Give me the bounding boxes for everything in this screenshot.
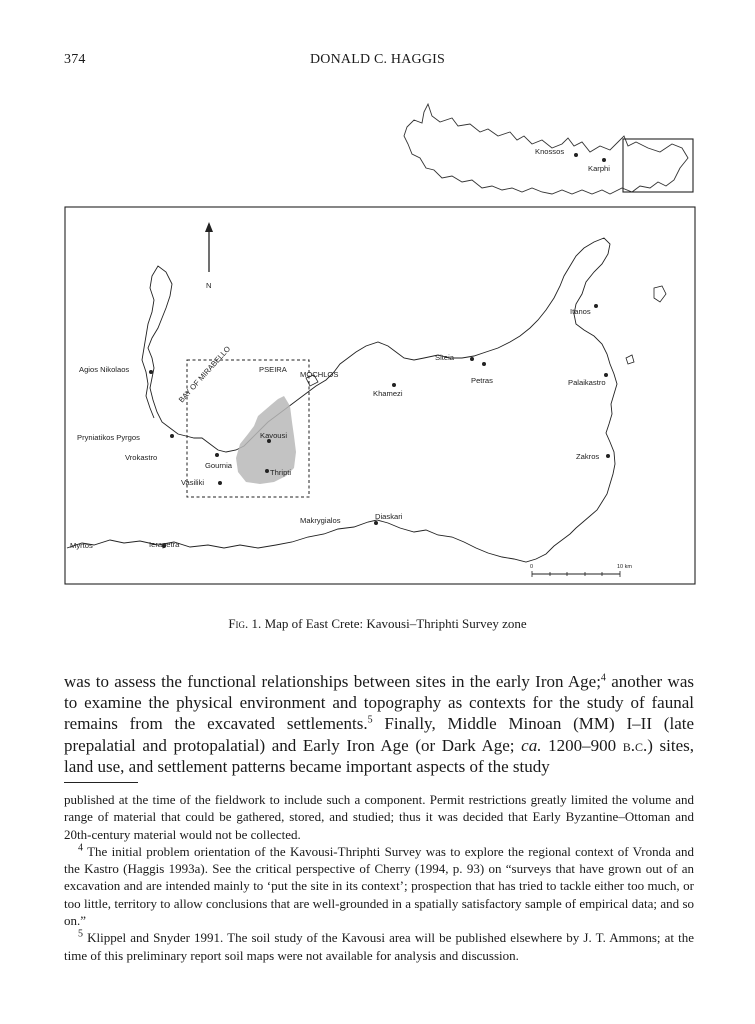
body-text-3: Finally, Middle Minoan (MM) I–II (late prepalatial and protopalatial) and Early Iron Age (or Dark Age; [64,714,695,755]
footnote-ref-4: 4 [600,672,606,684]
footnote-continuation: published at the time of the fieldwork to include such a component. Permit restrictions greatly limited the volume and range of material that could be gathered, stored, and studied; thus it was decided that Early Byzantine–Ottoman and 20th-century material would not be collected. [64,792,694,842]
label-bay-of-mirabello: BAY OF MIRABELLO [176,344,233,405]
footnote-5 [64,929,694,964]
footnote-4-number: 4 [78,842,83,854]
label-kavousi: Kavousi [260,431,288,440]
label-palaikastro: Palaikastro [568,378,606,387]
scale-start-label: 0 [530,564,534,570]
footnote-rule [64,782,138,783]
inset-karphi-dot [602,158,606,162]
label-gournia: Gournia [205,461,233,470]
caption-prefix: Fig. 1. [228,616,262,631]
island-east-small [626,355,634,364]
island-east [654,286,666,302]
body-text-bc: b.c. [622,735,648,755]
north-label: N [206,281,212,290]
footnote-4 [64,843,694,929]
label-pryniatikos-pyrgos: Pryniatikos Pyrgos [77,433,140,442]
scale-bar [530,564,632,577]
label-vasiliki: Vasiliki [181,478,205,487]
label-agios-nikolaos: Agios Nikolaos [79,365,130,374]
north-arrow [205,222,213,290]
label-petras: Petras [471,376,493,385]
label-mochlos: MOCHLOS [300,370,339,379]
label-khamezi: Khamezi [373,389,403,398]
scale-end-label: 10 km [617,564,632,570]
body-text-1: was to assess the functional relationships between sites in the early Iron Age; [64,672,601,691]
page-number: 374 [64,52,86,67]
label-thripti: Thripti [270,468,292,477]
label-zakros: Zakros [576,452,600,461]
figure-map [62,96,702,596]
footnote-ref-5: 5 [367,714,373,726]
label-pseira: PSEIRA [259,365,287,374]
label-myrtos: Myrtos [70,541,93,550]
inset-crete [404,104,693,194]
footnote-5-number: 5 [78,929,83,941]
label-vrokastro: Vrokastro [125,453,158,462]
footnote-5-text: Klippel and Snyder 1991. The soil study of the Kavousi area will be published elsewhere by J. T. Ammons; at the time of this preliminary report soil maps were not available for analysis and discussion. [64,930,694,963]
body-text-5: ) sites, land use, and settlement patterns became important aspects of the study [64,735,694,776]
label-diaskari: Diaskari [375,512,403,521]
running-header-author: DONALD C. HAGGIS [309,52,446,67]
figure-caption [0,616,755,632]
footnote-4-text: The initial problem orientation of the Kavousi-Thriphti Survey was to explore the regional context of Vronda and the Kastro (Haggis 1993a). See the critical perspective of Cherry (1994, p. 93) on “surveys that have grown out of an excavation and are intended mainly to ‘put the site in its context’; prospection that has tried to tackle either too much, or too little, territory to allow conclusions that are well-grounded in a spatially satisfactory sample of empirical data; and so on.” [64,843,694,929]
label-ierapetra: Ierapetra [149,540,180,549]
label-makrygialos: Makrygialos [300,516,341,525]
inset-knossos-dot [574,153,578,157]
map-svg [62,96,702,596]
label-siteia: Siteia [435,353,454,362]
inset-label-karphi: Karphi [588,164,610,173]
caption-text: Map of East Crete: Kavousi–Thriphti Survey zone [264,616,527,631]
body-text-ca: ca. [521,735,542,755]
body-text-4: 1200–900 [541,735,623,755]
body-text-2: another was to examine the physical environment and topography as contexts for the study of faunal remains from the excavated settlements. [64,672,694,734]
inset-label-knossos: Knossos [535,147,565,156]
body-paragraph [64,671,694,777]
coastline-east-crete [67,238,617,562]
footnotes [64,791,694,964]
label-itanos: Itanos [570,307,591,316]
